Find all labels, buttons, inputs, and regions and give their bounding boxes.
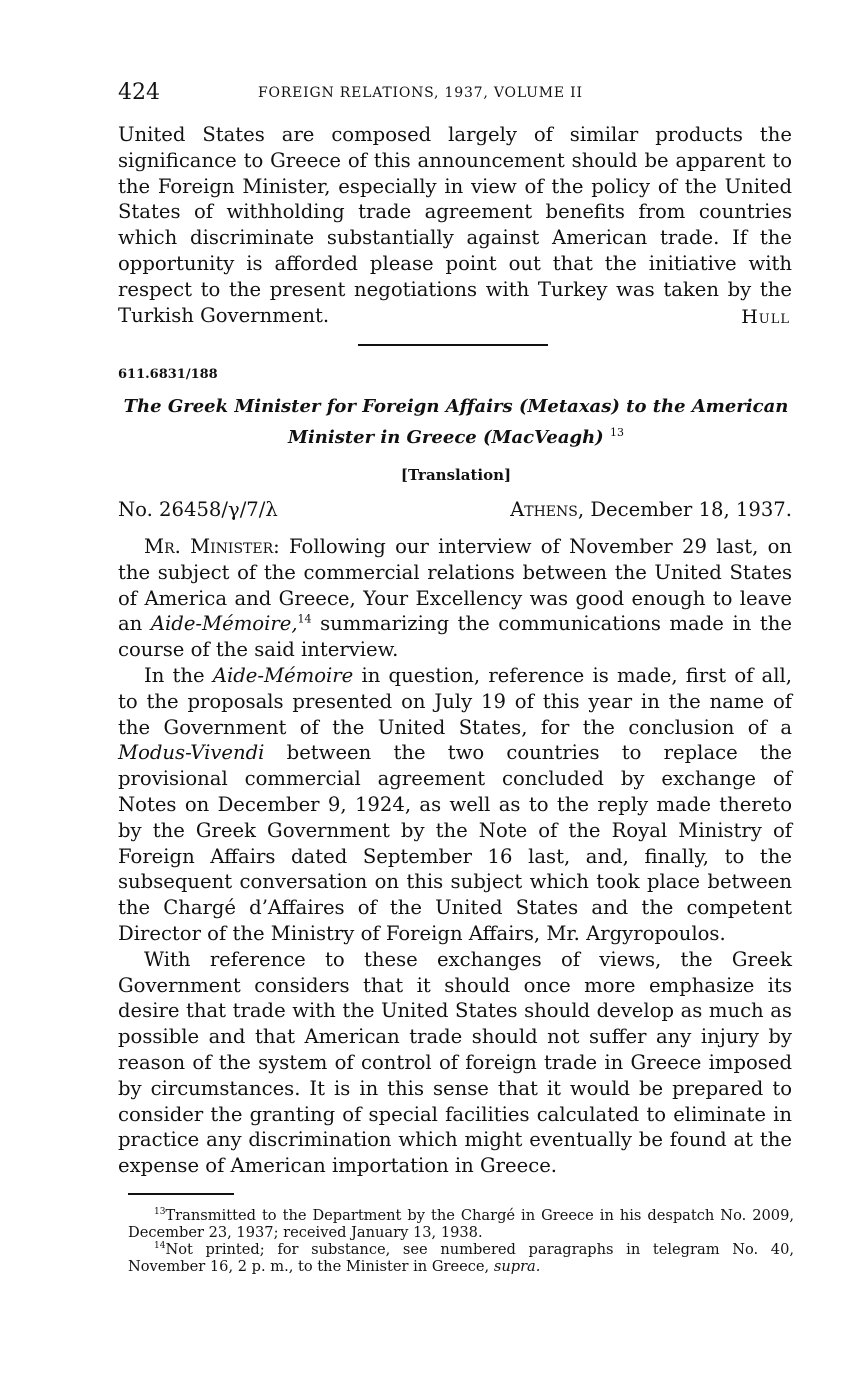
footnote-13 (128, 1207, 794, 1241)
footnote-ref-13: 13 (609, 426, 624, 439)
footnotes (128, 1207, 794, 1275)
running-title: FOREIGN RELATIONS, 1937, VOLUME II (258, 85, 583, 101)
footnote-divider (128, 1193, 234, 1195)
continued-paragraph-text: United States are composed largely of similar products the significance to Greece of this announcement should be apparent to the Foreign Minister, especially in view of the policy of the United States of withholding trade agreement benefits from countries which discriminate substantially against American trade. If the opportunity is afforded please point out that the initiative with respect to the present negotiations with Turkey was taken by the Turkish Government. (118, 123, 792, 327)
letter-paragraph-3: With reference to these exchanges of views, the Greek Government considers that it should once more emphasize its desire that trade with the United States should develop as much as possible and that American trade should not suffer any injury by reason of the system of control of foreign trade in Greece imposed by circumstances. It is in this sense that it would be prepared to consider the granting of special facilities calculated to eliminate in practice any discrimination which might eventually be found at the expense of American importation in Greece. (118, 947, 792, 1178)
translation-label: [Translation] (400, 466, 512, 484)
footnote-13-text: Transmitted to the Department by the Chargé in Greece in his despatch No. 2009, December 23, 1937; received January 13, 1938. (128, 1207, 794, 1241)
letter-body (118, 534, 792, 1179)
place: Athens, (510, 498, 585, 521)
paragraph-2-text-a: In the (144, 663, 205, 687)
paragraph-1-text-a: Following our interview of November 29 last, on the subject of the commercial relations between the United States of America and Greece, Your Excellency was good enough to leave an (118, 535, 792, 636)
letter-paragraph-2 (118, 663, 792, 947)
running-head (118, 78, 794, 108)
document-title-line2-wrap (118, 420, 794, 451)
section-divider (358, 344, 548, 346)
letter-paragraph-1 (118, 534, 792, 663)
paragraph-2-text-c: between the two countries to replace the provisional commercial agreement concluded by exchange of Notes on December 9, 1924, as well as to the reply made thereto by the Greek Government by the Note of the Royal Ministry of Foreign Affairs dated September 16 last, and, finally, to the subsequent conversation on this subject which took place between the Chargé d’Affaires of the United States and the competent Director of the Ministry of Foreign Affairs, Mr. Argyropoulos. (118, 741, 792, 945)
footnote-ref-14: 14 (297, 612, 312, 626)
signature: Hull (741, 306, 790, 328)
modus-vivendi-italic: Modus-Vivendi (118, 741, 265, 765)
note-number: No. 26458/γ/7/λ (118, 498, 278, 521)
continued-paragraph (118, 122, 792, 328)
paragraph-1-text-b: summarizing the communications made in the course of the said interview. (118, 612, 792, 662)
date: December 18, 1937. (590, 498, 792, 521)
paragraph-2-text-b: in question, reference is made, first of all, to the proposals presented on July 19 of this year in the name of the Government of the United States, for the conclusion of a (118, 663, 792, 739)
footnote-13-mark: 13 (154, 1207, 166, 1218)
footnote-14-text: Not printed; for substance, see numbered paragraphs in telegram No. 40, November 16, 2 p. m., to the Minister in Greece, (128, 1241, 794, 1275)
aide-memoire-italic-2: Aide-Mémoire (212, 663, 354, 687)
salutation: Mr. Minister: (144, 535, 280, 558)
footnote-14-supra: supra. (493, 1258, 541, 1275)
file-number: 611.6831/188 (118, 367, 218, 382)
page-number: 424 (118, 80, 160, 105)
document-title (118, 394, 794, 451)
footnote-14 (128, 1241, 794, 1275)
place-date (510, 498, 792, 521)
document-title-line1: The Greek Minister for Foreign Affairs (Metaxas) to the American (123, 396, 789, 417)
footnote-14-mark: 14 (154, 1241, 166, 1252)
aide-memoire-italic: Aide-Mémoire, (150, 612, 298, 636)
document-title-line2: Minister in Greece (MacVeagh) (288, 427, 604, 448)
